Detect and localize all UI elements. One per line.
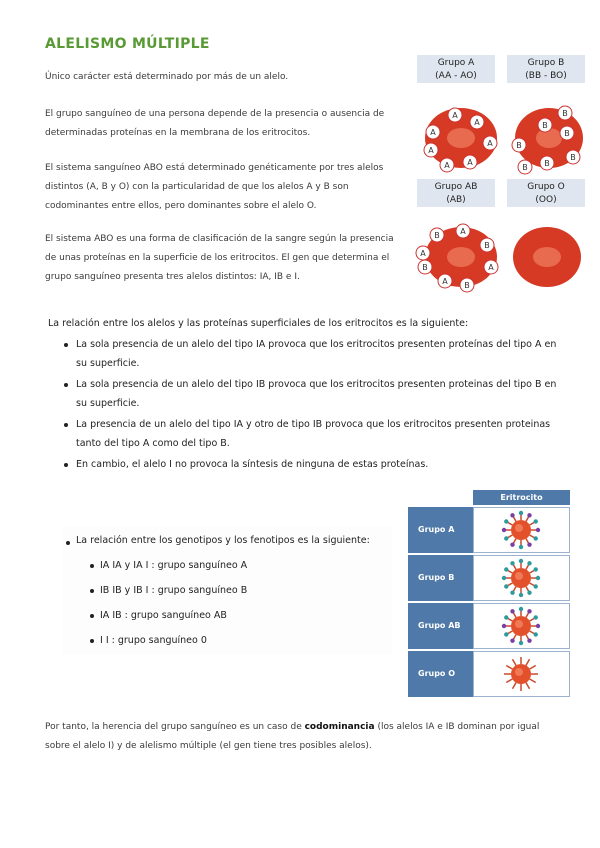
table-row-label: Grupo O [408, 651, 473, 697]
antigen-marker-label: B [464, 281, 470, 290]
antigen-dot [519, 511, 523, 515]
antigen-dot [519, 593, 523, 597]
group-ab-cell [415, 215, 505, 295]
list-item: IA IA y IA I : grupo sanguíneo A [100, 559, 247, 584]
group-o-cell [507, 215, 597, 295]
antigen-dot [527, 609, 531, 613]
antigen-marker-label: A [430, 128, 436, 137]
table-cell-image [473, 651, 570, 697]
spike [530, 666, 536, 670]
antigen-dot [536, 528, 540, 532]
antigen-marker-label: B [544, 159, 550, 168]
antigen-marker-label: B [422, 263, 428, 272]
antigen-marker-label: A [467, 158, 473, 167]
antigen-dot [534, 584, 538, 588]
cell-highlight [515, 620, 523, 628]
spike [513, 683, 517, 689]
antigen-dot [536, 624, 540, 628]
erythrocyte-b-icon [474, 556, 569, 600]
spike [526, 683, 530, 689]
antigen-marker-label: B [516, 141, 522, 150]
list-item: I I : grupo sanguíneo 0 [100, 634, 247, 659]
relation-lead: La relación entre los alelos y las proteínas superficiales de los eritrocitos es la siguiente: [48, 318, 469, 329]
spike [526, 659, 530, 665]
antigen-dot [504, 615, 508, 619]
antigen-marker-label: A [488, 263, 494, 272]
antigen-dot [510, 561, 514, 565]
antigen-dot [510, 591, 514, 595]
paragraph-abo-classification: El sistema ABO es una forma de clasificación de la sangre según la presencia de unas proteínas en la superficie de los eritrocitos. El gen que determina el grupo sanguíneo presenta tres alelos distintos: IA, IB e I. [45, 234, 394, 282]
codominance-term: codominancia [304, 722, 375, 732]
antigen-marker-label: B [434, 231, 440, 240]
cell-highlight [515, 524, 523, 532]
table-header: Eritrocito [473, 490, 570, 505]
antigen-dot [519, 607, 523, 611]
allele-protein-relation [48, 318, 568, 476]
group-ab-label: Grupo AB (AB) [417, 179, 495, 207]
antigen-dot [534, 519, 538, 523]
antigen-dot [536, 576, 540, 580]
group-b-cell [507, 85, 597, 185]
list-item: La sola presencia de un alelo del tipo IA provoca que los eritrocitos presenten proteínas del tipo A en su superficie. [76, 335, 568, 373]
antigen-dot [504, 584, 508, 588]
cell-highlight [515, 668, 523, 676]
antigen-marker-label: A [452, 111, 458, 120]
table-row-label: Grupo AB [408, 603, 473, 649]
antigen-marker-label: B [542, 121, 548, 130]
blood-groups-figure [415, 55, 595, 325]
antigen-dot [510, 513, 514, 517]
antigen-marker-label: A [487, 139, 493, 148]
group-o-label: Grupo O (OO) [507, 179, 585, 207]
antigen-marker-label: A [442, 277, 448, 286]
antigen-dot [534, 632, 538, 636]
erythrocyte-o-icon [474, 652, 569, 696]
antigen-dot [527, 639, 531, 643]
spike [506, 679, 512, 683]
page-title: ALELISMO MÚLTIPLE [45, 36, 210, 52]
intro-paragraph: Único carácter está determinado por más de un alelo. [45, 72, 289, 82]
antigen-marker-label: B [522, 163, 528, 172]
antigen-dot [527, 591, 531, 595]
table-row-label: Grupo B [408, 555, 473, 601]
spike [513, 659, 517, 665]
antigen-dot [504, 519, 508, 523]
list-item: IA IB : grupo sanguíneo AB [100, 609, 247, 634]
antigen-marker-label: A [444, 161, 450, 170]
antigen-marker-label: A [428, 146, 434, 155]
antigen-marker-label: A [460, 227, 466, 236]
antigen-marker-label: B [570, 153, 576, 162]
antigen-dot [504, 632, 508, 636]
antigen-marker-label: B [564, 129, 570, 138]
antigen-dot [534, 567, 538, 571]
list-item: IB IB y IB I : grupo sanguíneo B [100, 584, 247, 609]
antigen-dot [527, 543, 531, 547]
antigen-dot [519, 559, 523, 563]
erythrocyte-ab-icon [474, 604, 569, 648]
antigen-dot [519, 641, 523, 645]
group-b-label: Grupo B (BB - BO) [507, 55, 585, 83]
paragraph-membrane: El grupo sanguíneo de una persona depende de la presencia o ausencia de determinadas proteínas en la membrana de los eritrocitos. [45, 109, 385, 138]
erythrocyte-a-icon [474, 508, 569, 552]
spike [530, 679, 536, 683]
antigen-marker-label: A [420, 249, 426, 258]
genotype-phenotype-box [62, 527, 392, 655]
paragraph-abo-alleles: El sistema sanguíneo ABO está determinado genéticamente por tres alelos distintos (A, B y O) con la particularidad de que los alelos A y B son codominantes entre ellos, pero dominantes sobre el alelo O. [45, 163, 384, 211]
antigen-dot [510, 639, 514, 643]
genotype-lead: La relación entre los genotipos y los fenotipos es la siguiente: [76, 535, 370, 546]
antigen-dot [534, 615, 538, 619]
antigen-dot [502, 576, 506, 580]
group-a-cell [415, 85, 505, 185]
cell-highlight [515, 572, 523, 580]
list-item: La presencia de un alelo del tipo IA y otro de tipo IB provoca que los eritrocitos presenten proteinas tanto del tipo A como del tipo B. [76, 415, 568, 453]
conclusion-paragraph: Por tanto, la herencia del grupo sanguíneo es un caso de codominancia (los alelos IA e IB dominan por igual sobre el alelo I) y de alelismo múltiple (el gen tiene tres posibles alelos). [45, 722, 540, 751]
antigen-dot [519, 545, 523, 549]
erythrocyte-table [408, 490, 570, 701]
table-cell-image [473, 555, 570, 601]
table-row-label: Grupo A [408, 507, 473, 553]
antigen-dot [527, 513, 531, 517]
antigen-dot [504, 567, 508, 571]
antigen-dot [510, 609, 514, 613]
list-item: En cambio, el alelo I no provoca la síntesis de ninguna de estas proteínas. [76, 455, 568, 474]
table-cell-image [473, 603, 570, 649]
antigen-dot [527, 561, 531, 565]
spike [506, 666, 512, 670]
antigen-dot [502, 528, 506, 532]
antigen-dot [502, 624, 506, 628]
group-a-label: Grupo A (AA - AO) [417, 55, 495, 83]
antigen-marker-label: B [562, 109, 568, 118]
antigen-dot [534, 536, 538, 540]
list-item: La sola presencia de un alelo del tipo IB provoca que los eritrocitos presenten proteinas del tipo B en su superficie. [76, 375, 568, 413]
antigen-marker-label: A [474, 118, 480, 127]
antigen-marker-label: B [484, 241, 490, 250]
antigen-dot [504, 536, 508, 540]
antigen-dot [510, 543, 514, 547]
table-cell-image [473, 507, 570, 553]
